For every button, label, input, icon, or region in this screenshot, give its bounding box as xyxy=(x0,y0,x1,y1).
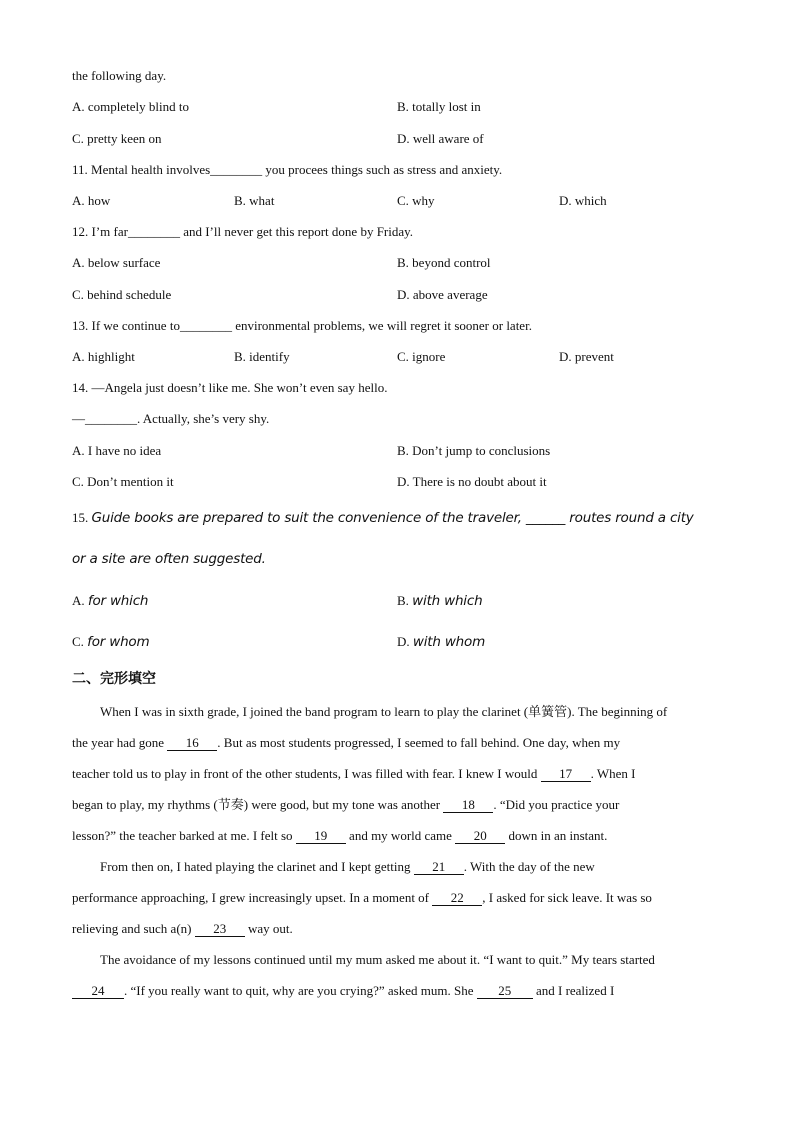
passage-text: . With the day of the new xyxy=(463,859,595,874)
passage-line xyxy=(72,983,614,999)
q15-number: 15. xyxy=(72,510,89,525)
option-text: for which xyxy=(87,593,149,609)
q11-stem: 11. Mental health involves________ you procees things such as stress and anxiety. xyxy=(72,162,503,177)
passage-text: From then on, I hated playing the clarinet and I kept getting xyxy=(100,859,414,874)
q13-option-c: C. ignore xyxy=(397,349,446,364)
passage-text: began to play, my rhythms (节奏) were good, but my tone was another xyxy=(72,797,444,812)
passage-text: , I asked for sick leave. It was so xyxy=(482,890,652,905)
passage-text: the year had gone xyxy=(72,735,168,750)
blank-23: 23 xyxy=(195,922,245,937)
passage-line xyxy=(72,735,620,751)
option-text: with whom xyxy=(412,634,486,650)
q14-option-a: A. I have no idea xyxy=(72,443,162,458)
q12-option-a: A. below surface xyxy=(72,255,161,270)
q15-text: Guide books are prepared to suit the convenience of the traveler, ______ routes round a city xyxy=(91,510,694,526)
q10-stem-tail: the following day. xyxy=(72,68,167,83)
q15-option-d xyxy=(397,634,485,650)
passage-text: down in an instant. xyxy=(505,828,608,843)
q11-option-d: D. which xyxy=(559,193,607,208)
blank-21: 21 xyxy=(414,860,464,875)
q13-option-d: D. prevent xyxy=(559,349,614,364)
blank-17: 17 xyxy=(541,767,591,782)
section-heading: 二、完形填空 xyxy=(72,671,156,687)
q15-option-c xyxy=(72,634,149,650)
passage-text: . When I xyxy=(590,766,636,781)
q10-option-a: A. completely blind to xyxy=(72,99,189,114)
q10-option-c: C. pretty keen on xyxy=(72,131,162,146)
q15-stem-line2: or a site are often suggested. xyxy=(72,551,266,567)
q11-option-c: C. why xyxy=(397,193,435,208)
blank-19: 19 xyxy=(296,829,346,844)
passage-line xyxy=(72,797,619,813)
option-letter: C. xyxy=(72,634,84,649)
q14-option-c: C. Don’t mention it xyxy=(72,474,174,489)
q13-stem: 13. If we continue to________ environmental problems, we will regret it sooner or later. xyxy=(72,318,532,333)
blank-22: 22 xyxy=(432,891,482,906)
q12-option-b: B. beyond control xyxy=(397,255,491,270)
q15-option-b xyxy=(397,593,482,609)
passage-line: The avoidance of my lessons continued until my mum asked me about it. “I want to quit.” My tears started xyxy=(100,952,655,967)
passage-text: teacher told us to play in front of the other students, I was filled with fear. I knew I would xyxy=(72,766,541,781)
q14-option-b: B. Don’t jump to conclusions xyxy=(397,443,551,458)
q15-stem-line1 xyxy=(72,510,694,526)
passage-line xyxy=(72,766,636,782)
passage-text: lesson?” the teacher barked at me. I felt so xyxy=(72,828,296,843)
q13-option-a: A. highlight xyxy=(72,349,135,364)
option-letter: D. xyxy=(397,634,410,649)
option-text: with which xyxy=(412,593,483,609)
blank-18: 18 xyxy=(443,798,493,813)
q12-option-d: D. above average xyxy=(397,287,488,302)
passage-text: and my world came xyxy=(345,828,456,843)
option-text: for whom xyxy=(87,634,150,650)
q13-option-b: B. identify xyxy=(234,349,290,364)
passage-text: . “Did you practice your xyxy=(493,797,620,812)
blank-16: 16 xyxy=(167,736,217,751)
passage-text: way out. xyxy=(244,921,293,936)
passage-text: . But as most students progressed, I seemed to fall behind. One day, when my xyxy=(217,735,621,750)
q14-option-d: D. There is no doubt about it xyxy=(397,474,547,489)
q14-reply: —________. Actually, she’s very shy. xyxy=(72,411,270,426)
blank-25: 25 xyxy=(477,984,533,999)
q11-option-a: A. how xyxy=(72,193,111,208)
q12-option-c: C. behind schedule xyxy=(72,287,172,302)
q10-option-b: B. totally lost in xyxy=(397,99,481,114)
option-letter: B. xyxy=(397,593,409,608)
passage-text: performance approaching, I grew increasingly upset. In a moment of xyxy=(72,890,433,905)
passage-text: . “If you really want to quit, why are you crying?” asked mum. She xyxy=(124,983,477,998)
passage-line xyxy=(72,828,607,844)
passage-line: When I was in sixth grade, I joined the band program to learn to play the clarinet (单簧管). The beginning of xyxy=(100,704,668,719)
q10-option-d: D. well aware of xyxy=(397,131,484,146)
passage-line xyxy=(72,890,652,906)
blank-20: 20 xyxy=(455,829,505,844)
passage-text: and I realized I xyxy=(532,983,615,998)
option-letter: A. xyxy=(72,593,85,608)
q15-option-a xyxy=(72,593,148,609)
q14-stem: 14. —Angela just doesn’t like me. She won’t even say hello. xyxy=(72,380,388,395)
passage-line xyxy=(100,859,595,875)
q11-option-b: B. what xyxy=(234,193,275,208)
passage-text: relieving and such a(n) xyxy=(72,921,195,936)
passage-line xyxy=(72,921,293,937)
q12-stem: 12. I’m far________ and I’ll never get this report done by Friday. xyxy=(72,224,414,239)
blank-24: 24 xyxy=(72,984,124,999)
